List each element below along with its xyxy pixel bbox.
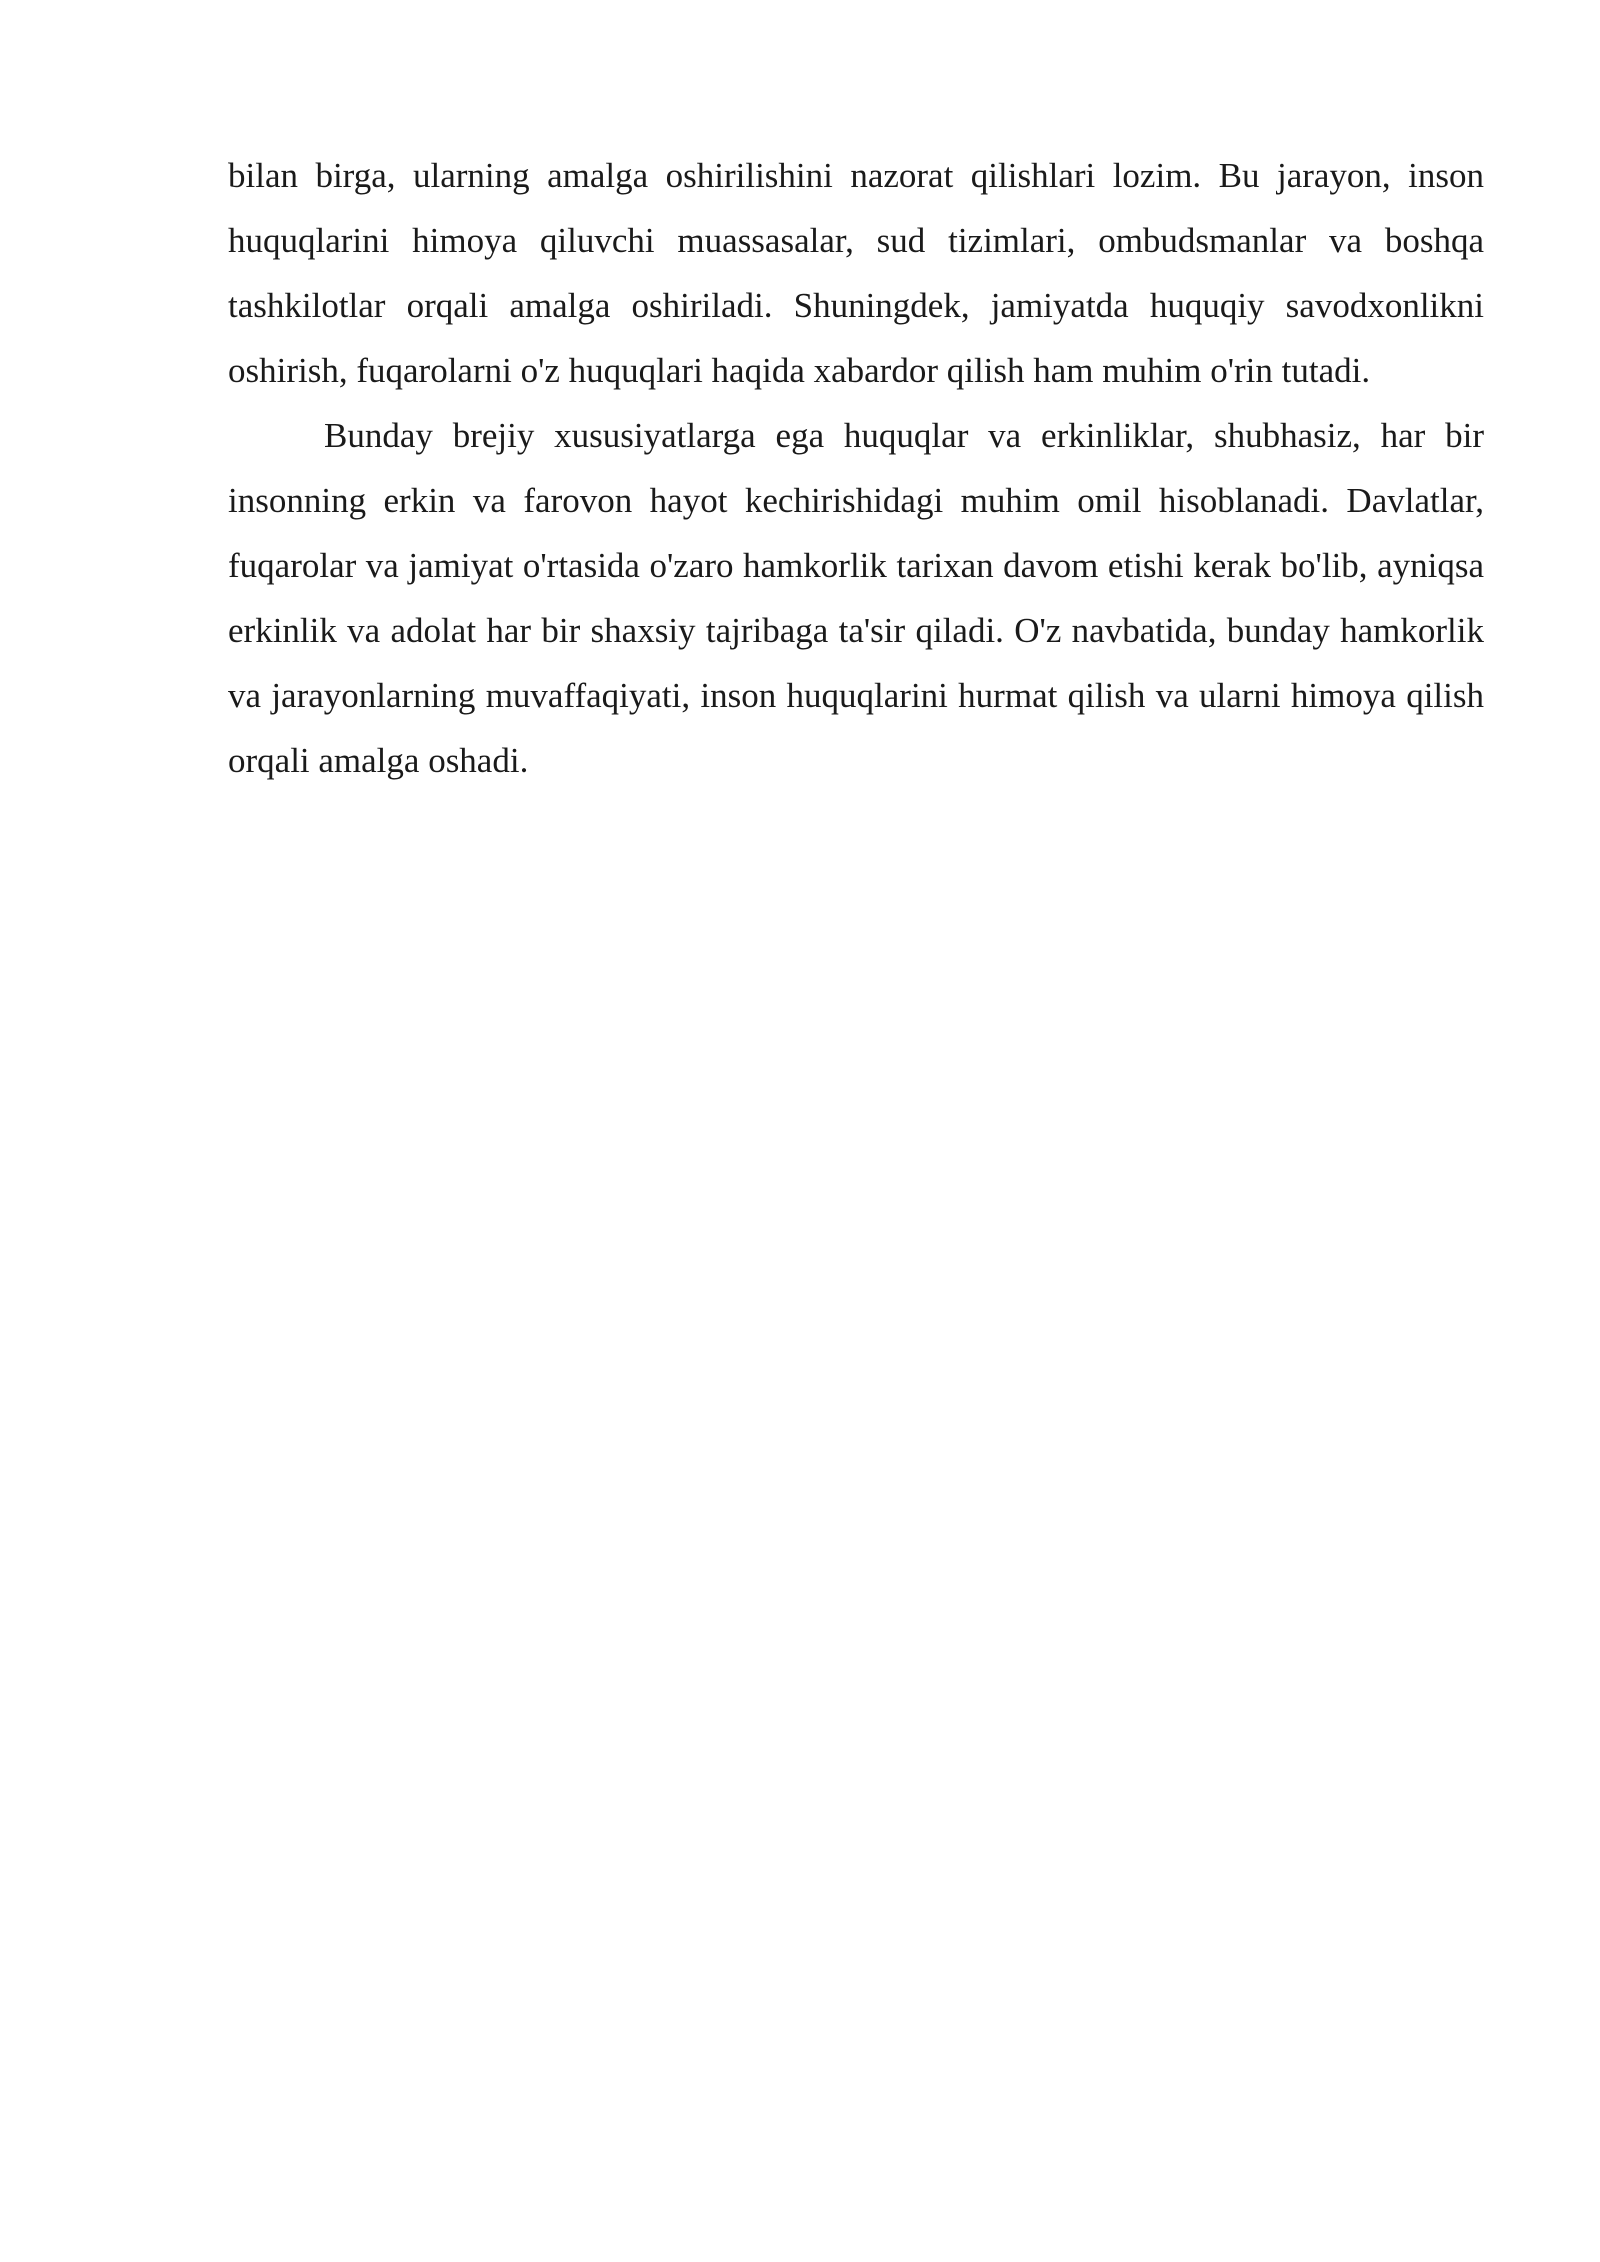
- paragraph-continuation: bilan birga, ularning amalga oshirilishini nazorat qilishlari lozim. Bu jarayon, inson huquqlarini himoya qiluvchi muassasalar, sud tizimlari, ombudsmanlar va boshqa tashkilotlar orqali amalga oshiriladi. Shuningdek, jamiyatda huquqiy savodxonlikni oshirish, fuqarolarni o'z huquqlari haqida xabardor qilish ham muhim o'rin tutadi.: [228, 156, 1484, 390]
- body-text: [228, 143, 1484, 793]
- paragraph-main: Bunday brejiy xususiyatlarga ega huquqlar va erkinliklar, shubhasiz, har bir insonning erkin va farovon hayot kechirishidagi muhim omil hisoblanadi. Davlatlar, fuqarolar va jamiyat o'rtasida o'zaro hamkorlik tarixan davom etishi kerak bo'lib, ayniqsa erkinlik va adolat har bir shaxsiy tajribaga ta'sir qiladi. O'z navbatida, bunday hamkorlik va jarayonlarning muvaffaqiyati, inson huquqlarini hurmat qilish va ularni himoya qilish orqali amalga oshadi.: [228, 416, 1484, 780]
